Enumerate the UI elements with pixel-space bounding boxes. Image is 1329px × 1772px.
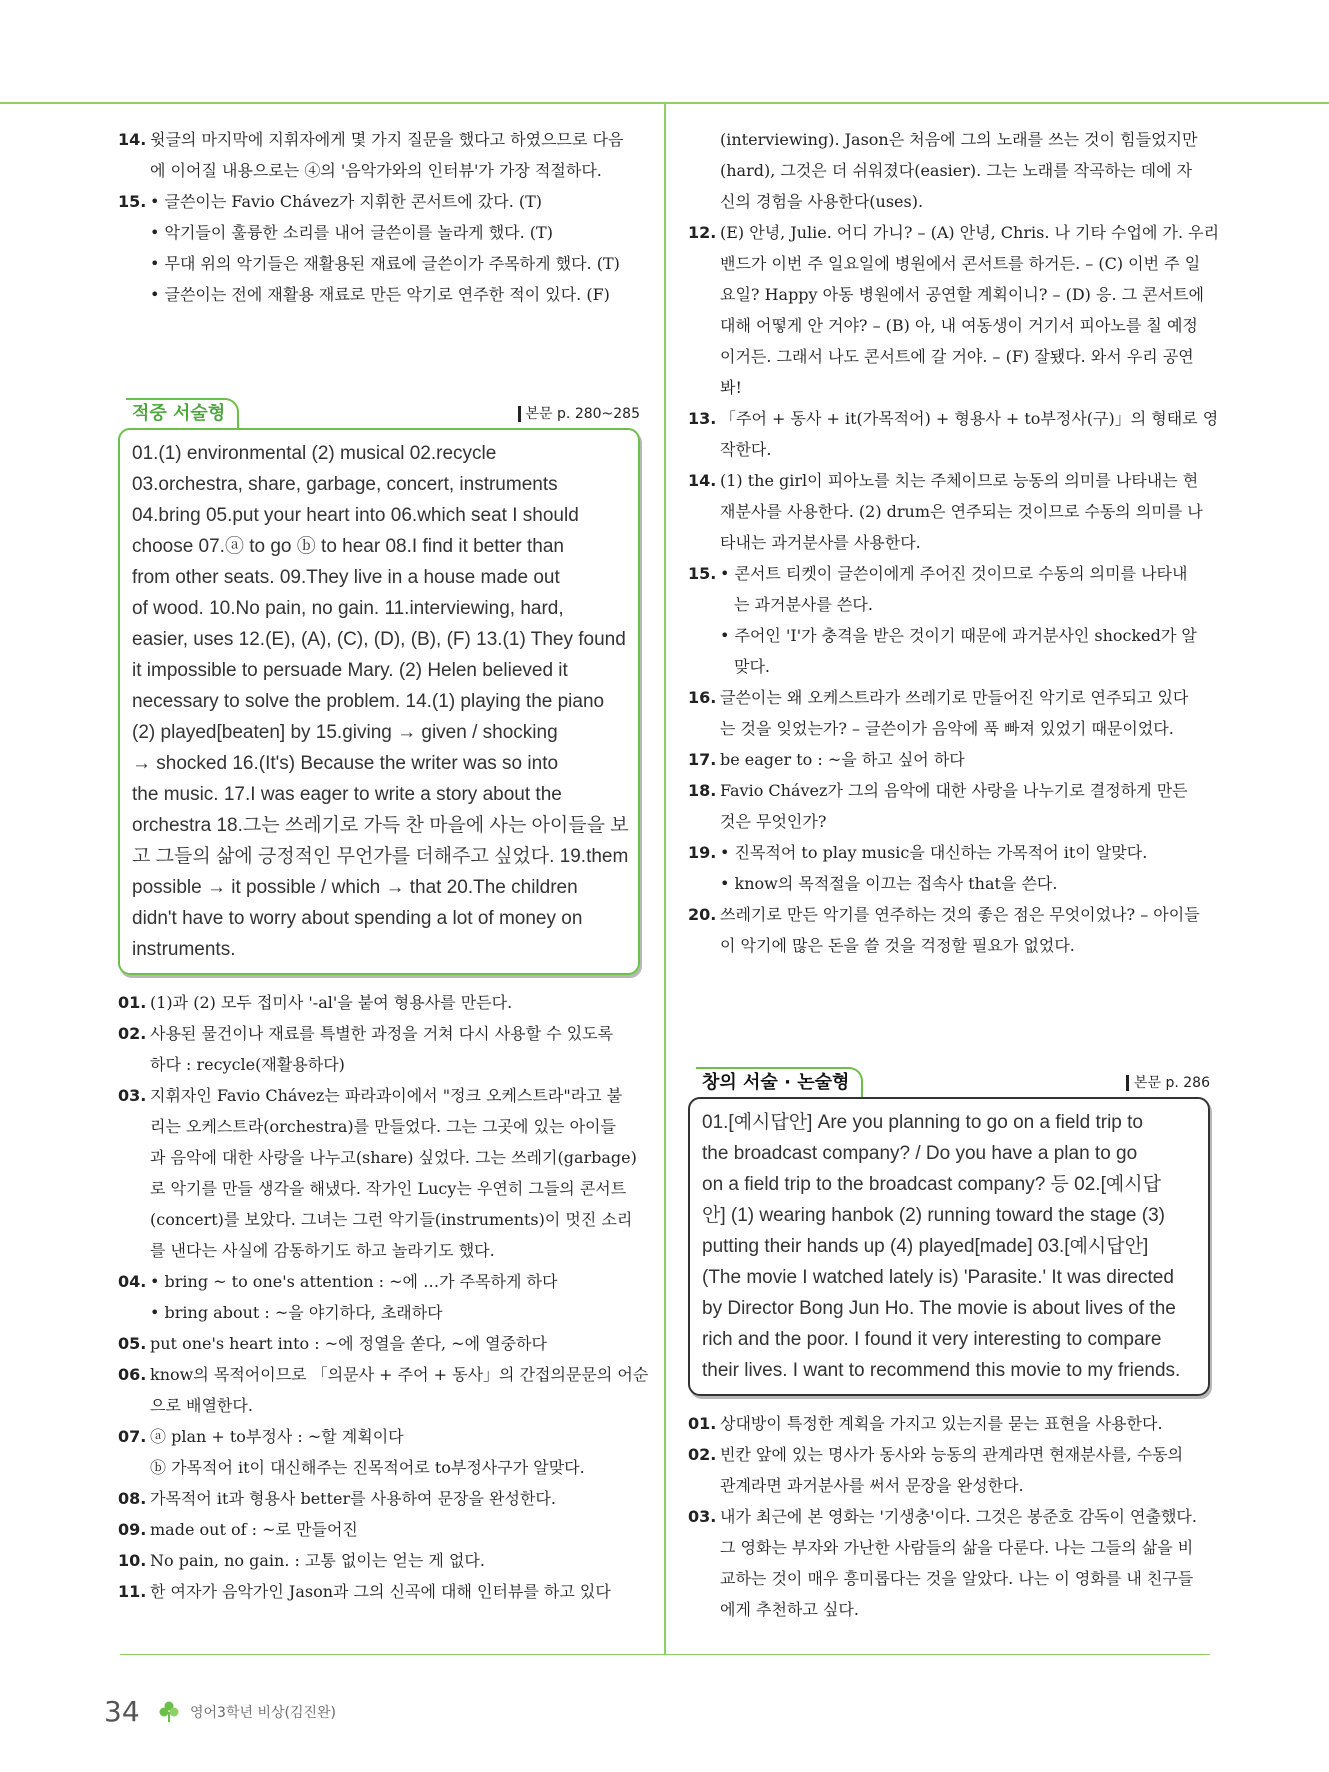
answer-line: on a field trip to the broadcast company? 등 02.[예시답 [702, 1174, 1161, 1195]
list-item [118, 186, 640, 310]
list-item [688, 1408, 1210, 1439]
item-text-line: 맞다. [734, 657, 770, 676]
item-text-line: 타내는 과거분사를 사용한다. [720, 533, 921, 552]
answer-line: of wood. 10.No pain, no gain. 11.interviewing, hard, [132, 598, 564, 619]
item-number: 18. [688, 781, 717, 800]
answer-line: 고 그들의 삶에 긍정적인 무언가를 더해주고 싶었다. 19.them [132, 846, 629, 867]
item-text-line: put one's heart into : ~에 정열을 쏟다, ~에 열중하다 [150, 1334, 547, 1353]
list-item [688, 465, 1210, 558]
answer-line: the broadcast company? / Do you have a plan to go [702, 1143, 1138, 1164]
right-column [688, 124, 1220, 1625]
list-item [118, 1018, 640, 1080]
item-text-line: ⓐ plan + to부정사 : ~할 계획이다 [150, 1427, 404, 1446]
answer-line: rich and the poor. I found it very interesting to compare [702, 1329, 1162, 1350]
item-text-line: (E) 안녕, Julie. 어디 가니? – (A) 안녕, Chris. 나 기타 수업에 가. 우리 [720, 223, 1220, 242]
item-text-line: 요일? Happy 아동 병원에서 공연할 계획이니? – (D) 응. 그 콘서트에 [720, 285, 1205, 304]
item-text-line: 내가 최근에 본 영화는 '기생충'이다. 그것은 봉준호 감독이 연출했다. [720, 1507, 1197, 1526]
item-text-line: 에 이어질 내용으로는 ④의 '음악가와의 인터뷰'가 가장 적절하다. [150, 161, 602, 180]
list-item [118, 1421, 640, 1483]
answer-line: it impossible to persuade Mary. (2) Helen believed it [132, 660, 568, 681]
item-text-line: • 글쓴이는 Favio Chávez가 지휘한 콘서트에 갔다. (T) [150, 192, 543, 211]
list-item [688, 403, 1219, 465]
bottom-divider [120, 1654, 1210, 1655]
item-text-line: ⓑ 가목적어 it이 대신해주는 진목적어로 to부정사구가 알맞다. [150, 1458, 585, 1477]
answer-line: necessary to solve the problem. 14.(1) playing the piano [132, 691, 605, 712]
item-text-line: 「주어 + 동사 + it(가목적어) + 형용사 + to부정사(구)」의 형태로 영 [720, 409, 1219, 428]
item-number: 15. [118, 192, 147, 211]
list-item [688, 1501, 1210, 1625]
item-text-line: 교하는 것이 매우 흥미롭다는 것을 알았다. 나는 이 영화를 내 친구들 [720, 1569, 1194, 1588]
answer-line: 안] (1) wearing hanbok (2) running toward the stage (3) [702, 1205, 1165, 1226]
item-text-line: 이거든. 그래서 나도 콘서트에 갈 거야. – (F) 잘됐다. 와서 우리 공연 [720, 347, 1194, 366]
section-title: 창의 서술 · 논술형 [696, 1067, 863, 1097]
answer-line: possible → it possible / which → that 20.The children [132, 877, 578, 898]
list-item [688, 899, 1210, 961]
item-text-line: Favio Chávez가 그의 음악에 대한 사랑을 나누기로 결정하게 만든 [720, 781, 1188, 800]
item-text-line: 글쓴이는 왜 오케스트라가 쓰레기로 만들어진 악기로 연주되고 있다 [720, 688, 1189, 707]
item-text-line: 쓰레기로 만든 악기를 연주하는 것의 좋은 점은 무엇이었나? – 아이들 [720, 905, 1200, 924]
item-text-line: 작한다. [720, 440, 772, 459]
item-text-line: be eager to : ~을 하고 싶어 하다 [720, 750, 965, 769]
item-number: 16. [688, 688, 717, 707]
item-number: 13. [688, 409, 717, 428]
section-title: 적중 서술형 [126, 398, 239, 428]
section-header-jeokjung [118, 398, 640, 428]
item-text-line: 대해 어떻게 안 거야? – (B) 아, 내 여동생이 거기서 피아노를 칠 예정 [720, 316, 1198, 335]
item-number: 06. [118, 1365, 147, 1384]
item-text-line: 리는 오케스트라(orchestra)를 만들었다. 그는 그곳에 있는 아이들 [150, 1117, 616, 1136]
list-item [688, 558, 1210, 682]
book-title: 영어3학년 비상(김진완) [190, 1705, 336, 1721]
list-item [118, 1514, 640, 1545]
column-divider [664, 104, 666, 1654]
item-number: 02. [118, 1024, 147, 1043]
item-text-line: (1) the girl이 피아노를 치는 주체이므로 능동의 의미를 나타내는 현 [720, 471, 1199, 490]
clover-leaf-icon [158, 1700, 180, 1722]
answer-line: (2) played[beaten] by 15.giving → given / shocking [132, 722, 558, 743]
item-text-line: • 콘서트 티켓이 글쓴이에게 주어진 것이므로 수동의 의미를 나타내 [720, 564, 1188, 583]
answer-box [688, 1097, 1210, 1396]
answer-line: (The movie I watched lately is) 'Parasite.' It was directed [702, 1267, 1174, 1288]
answer-line: orchestra 18.그는 쓰레기로 가득 찬 마을에 사는 아이들을 보 [132, 815, 629, 836]
answer-box [118, 428, 640, 975]
item-text-line: (1)과 (2) 모두 접미사 '-al'을 붙여 형용사를 만든다. [150, 993, 513, 1012]
item-text-line: 상대방이 특정한 계획을 가지고 있는지를 묻는 표현을 사용한다. [720, 1414, 1163, 1433]
item-number: 07. [118, 1427, 147, 1446]
item-text-line: (hard), 그것은 더 쉬워졌다(easier). 그는 노래를 작곡하는 데에 자 [720, 161, 1193, 180]
item-text-line: (interviewing). Jason은 처음에 그의 노래를 쓰는 것이 힘들었지만 [720, 130, 1198, 149]
answer-line: 03.orchestra, share, garbage, concert, instruments [132, 474, 558, 495]
item-text-line: 가목적어 it과 형용사 better를 사용하여 문장을 완성한다. [150, 1489, 556, 1508]
item-text-line: 지휘자인 Favio Chávez는 파라과이에서 "정크 오케스트라"라고 불 [150, 1086, 623, 1105]
list-item [688, 837, 1210, 899]
list-item [688, 217, 1220, 403]
item-number: 10. [118, 1551, 147, 1570]
answer-line: putting their hands up (4) played[made] 03.[예시답안] [702, 1236, 1149, 1257]
list-item [118, 1545, 640, 1576]
answer-line: easier, uses 12.(E), (A), (C), (D), (B), (F) 13.(1) They found [132, 629, 626, 650]
item-text-line: 이 악기에 많은 돈을 쓸 것을 걱정할 필요가 없었다. [720, 936, 1075, 955]
item-number: 15. [688, 564, 717, 583]
item-text-line: 재분사를 사용한다. (2) drum은 연주되는 것이므로 수동의 의미를 나 [720, 502, 1203, 521]
item-text-line: 것은 무엇인가? [720, 812, 827, 831]
answer-line: didn't have to worry about spending a lot of money on [132, 908, 583, 929]
item-text-line: 과 음악에 대한 사랑을 나누고(share) 싶었다. 그는 쓰레기(garbage) [150, 1148, 637, 1167]
item-text-line: • 주어인 'I'가 충격을 받은 것이기 때문에 과거분사인 shocked가 알 [720, 626, 1197, 645]
item-text-line: 는 것을 잊었는가? – 글쓴이가 음악에 푹 빠져 있었기 때문이었다. [720, 719, 1174, 738]
item-text-line: 으로 배열한다. [150, 1396, 253, 1415]
item-text-line: (concert)를 보았다. 그녀는 그런 악기들(instruments)이 멋진 소리 [150, 1210, 633, 1229]
item-number: 20. [688, 905, 717, 924]
answer-line: instruments. [132, 939, 236, 960]
item-text-line: • 글쓴이는 전에 재활용 재료로 만든 악기로 연주한 적이 있다. (F) [150, 285, 610, 304]
item-text-line: 사용된 물건이나 재료를 특별한 과정을 거쳐 다시 사용할 수 있도록 [150, 1024, 614, 1043]
list-item [118, 1576, 640, 1607]
item-text-line: 를 낸다는 사실에 감동하기도 하고 놀라기도 했다. [150, 1241, 495, 1260]
item-number: 03. [688, 1507, 717, 1526]
list-item [118, 1080, 640, 1266]
answer-line: → shocked 16.(It's) Because the writer was so into [132, 753, 559, 774]
item-text-line: 신의 경험을 사용한다(uses). [720, 192, 924, 211]
item-text-line: • know의 목적절을 이끄는 접속사 that을 쓴다. [720, 874, 1058, 893]
item-number: 02. [688, 1445, 717, 1464]
page-reference: 본문 p. 280~285 [518, 406, 640, 422]
item-number: 01. [118, 993, 147, 1012]
item-number: 08. [118, 1489, 147, 1508]
right-explanations [688, 1408, 1210, 1625]
item-text-line: • 악기들이 훌륭한 소리를 내어 글쓴이를 놀라게 했다. (T) [150, 223, 553, 242]
answer-line: by Director Bong Jun Ho. The movie is about lives of the [702, 1298, 1176, 1319]
item-text-line: 빈칸 앞에 있는 명사가 동사와 능동의 관계라면 현재분사를, 수동의 [720, 1445, 1184, 1464]
item-text-line: 하다 : recycle(재활용하다) [150, 1055, 345, 1074]
list-item [688, 744, 1210, 775]
right-top-items [688, 124, 1220, 961]
item-text-line: 윗글의 마지막에 지휘자에게 몇 가지 질문을 했다고 하였으므로 다음 [150, 130, 624, 149]
item-text-line: • bring ~ to one's attention : ~에 …가 주목하게 하다 [150, 1272, 558, 1291]
item-number: 14. [118, 130, 147, 149]
left-explanations [118, 987, 649, 1607]
item-text-line: • 무대 위의 악기들은 재활용된 재료에 글쓴이가 주목하게 했다. (T) [150, 254, 620, 273]
item-number: 03. [118, 1086, 147, 1105]
item-number: 09. [118, 1520, 147, 1539]
item-text-line: 그 영화는 부자와 가난한 사람들의 삶을 다룬다. 나는 그들의 삶을 비 [720, 1538, 1194, 1557]
answer-line: 01.(1) environmental (2) musical 02.recycle [132, 443, 497, 464]
page-reference: 본문 p. 286 [1126, 1075, 1210, 1091]
page-number: 34 [104, 1695, 140, 1728]
item-text-line: No pain, no gain. : 고통 없이는 얻는 게 없다. [150, 1551, 485, 1570]
item-number: 04. [118, 1272, 147, 1291]
left-top-items [118, 124, 640, 310]
list-item [118, 124, 640, 186]
item-text-line: made out of : ~로 만들어진 [150, 1520, 358, 1539]
list-item [118, 1266, 640, 1328]
answer-line: their lives. I want to recommend this movie to my friends. [702, 1360, 1181, 1381]
list-item [118, 1328, 640, 1359]
item-number: 05. [118, 1334, 147, 1353]
item-text-line: 에게 추천하고 싶다. [720, 1600, 859, 1619]
item-text-line: 는 과거분사를 쓴다. [734, 595, 873, 614]
item-text-line: 한 여자가 음악가인 Jason과 그의 신곡에 대해 인터뷰를 하고 있다 [150, 1582, 611, 1601]
item-text-line: 로 악기를 만들 생각을 해냈다. 작가인 Lucy는 우연히 그들의 콘서트 [150, 1179, 627, 1198]
list-item [688, 124, 1210, 217]
item-number: 11. [118, 1582, 147, 1601]
item-number: 12. [688, 223, 717, 242]
list-item [118, 1483, 640, 1514]
item-text-line: 봐! [720, 378, 742, 397]
answer-line: choose 07.ⓐ to go ⓑ to hear 08.I find it better than [132, 536, 564, 557]
list-item [688, 775, 1210, 837]
item-text-line: know의 목적어이므로 「의문사 + 주어 + 동사」의 간접의문문의 어순 [150, 1365, 649, 1384]
answer-line: 01.[예시답안] Are you planning to go on a field trip to [702, 1112, 1143, 1133]
item-number: 17. [688, 750, 717, 769]
item-text-line: • 진목적어 to play music을 대신하는 가목적어 it이 알맞다. [720, 843, 1148, 862]
answer-line: 04.bring 05.put your heart into 06.which seat I should [132, 505, 579, 526]
list-item [118, 1359, 649, 1421]
item-number: 19. [688, 843, 717, 862]
answer-line: the music. 17.I was eager to write a story about the [132, 784, 562, 805]
answer-line: from other seats. 09.They live in a house made out [132, 567, 560, 588]
list-item [688, 682, 1210, 744]
item-text-line: • bring about : ~을 야기하다, 초래하다 [150, 1303, 443, 1322]
item-number: 14. [688, 471, 717, 490]
list-item [118, 987, 640, 1018]
left-column [118, 124, 649, 1607]
item-number: 01. [688, 1414, 717, 1433]
list-item [688, 1439, 1210, 1501]
item-text-line: 관계라면 과거분사를 써서 문장을 완성한다. [720, 1476, 1024, 1495]
item-text-line: 밴드가 이번 주 일요일에 병원에서 콘서트를 하거든. – (C) 이번 주 일 [720, 254, 1201, 273]
section-header-changui [688, 1067, 1210, 1097]
